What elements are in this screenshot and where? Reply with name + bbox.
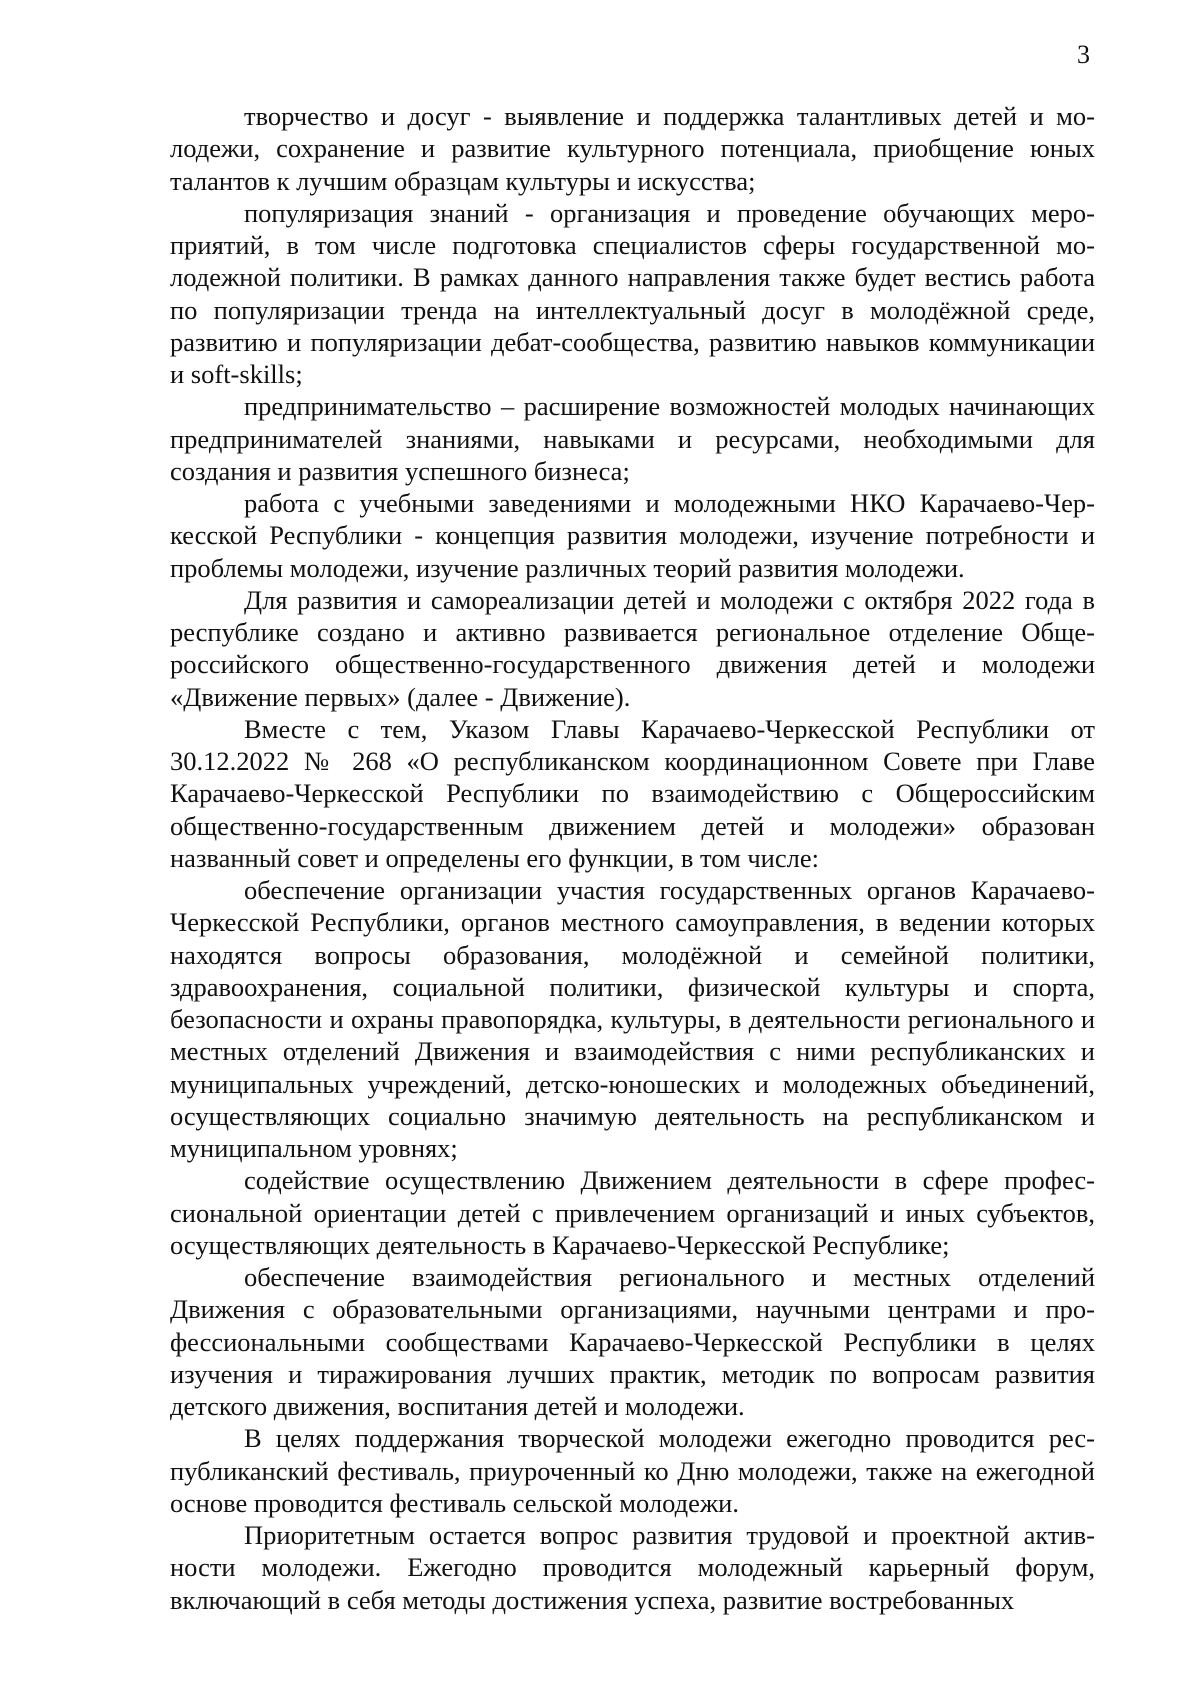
paragraph-career-guidance: содействие осуществлению Движением деятельности в сфере профессиональной ориентации детей с привлечением организаций и иных субъектов, осуществляющих деятельность в Карачаево-Черкесской Республике; bbox=[170, 1165, 1095, 1260]
paragraph-festival: В целях поддержания творческой молодежи ежегодно проводится республиканский фестиваль, приуроченный ко Дню молодежи, также на ежегодной основе проводится фестиваль сельской молодежи. bbox=[170, 1423, 1095, 1518]
page-number: 3 bbox=[1077, 40, 1090, 69]
paragraph-education-ngo: работа с учебными заведениями и молодежными НКО Карачаево-Черкесской Республики - концепция развития молодежи, изучение потребности и проблемы молодежи, изучение различных теорий развития молодежи. bbox=[170, 488, 1095, 583]
paragraph-interaction: обеспечение взаимодействия регионального и местных отделений Движения с образовательными организациями, научными центрами и профессиональными сообществами Карачаево-Черкесской Республики в целях изучения и тиражирования лучших практик, методик по вопросам развития детского движения, воспитания детей и молодежи. bbox=[170, 1262, 1095, 1421]
paragraph-movement-of-first: Для развития и самореализации детей и молодежи с октября 2022 года в республике создано и активно развивается региональное отделение Общероссийского общественно-государственного движения детей и молодежи «Движение первых» (далее - Движение). bbox=[170, 584, 1095, 712]
paragraph-decree: Вместе с тем, Указом Главы Карачаево-Черкесской Республики от 30.12.2022 № 268 «О республиканском координационном Совете при Главе Карачаево-Черкесской Республики по взаимодействию с Общероссийским общественно-государственным движением детей и молодежи» образован названный совет и определены его функции, в том числе: bbox=[170, 713, 1095, 873]
paragraph-organization-participation: обеспечение организации участия государственных органов Карачаево-Черкесской Республики, органов местного самоуправления, в ведении которых находятся вопросы образования, молодёжной и семейной политики, здравоохранения, социальной политики, физической культуры и спорта, безопасности и охраны правопорядка, культуры, в деятельности регионального и местных отделений Движения и взаимодействия с ними республиканских и муниципальных учреждений, детско-юношеских и молодежных объединений, осуществляющих социально значимую деятельность на республиканском и муниципальном уровнях; bbox=[170, 875, 1095, 1163]
paragraph-creativity: творчество и досуг - выявление и поддержка талантливых детей и молодежи, сохранение и развитие культурного потенциала, приобщение юных талантов к лучшим образцам культуры и искусства; bbox=[170, 101, 1095, 196]
paragraph-career-forum: Приоритетным остается вопрос развития трудовой и проектной активности молодежи. Ежегодно проводится молодежный карьерный форум, включающий в себя методы достижения успеха, развитие востребованных bbox=[170, 1520, 1095, 1615]
paragraph-entrepreneurship: предпринимательство – расширение возможностей молодых начинающих предпринимателей знаниями, навыками и ресурсами, необходимыми для создания и развития успешного бизнеса; bbox=[170, 391, 1095, 486]
document-body bbox=[170, 100, 1095, 1616]
paragraph-knowledge: популяризация знаний - организация и проведение обучающих мероприятий, в том числе подготовка специалистов сферы государственной молодежной политики. В рамках данного направления также будет вестись работа по популяризации тренда на интеллектуальный досуг в молодёжной среде, развитию и популяризации дебат-сообщества, развитию навыков коммуникации и soft-skills; bbox=[170, 197, 1095, 389]
